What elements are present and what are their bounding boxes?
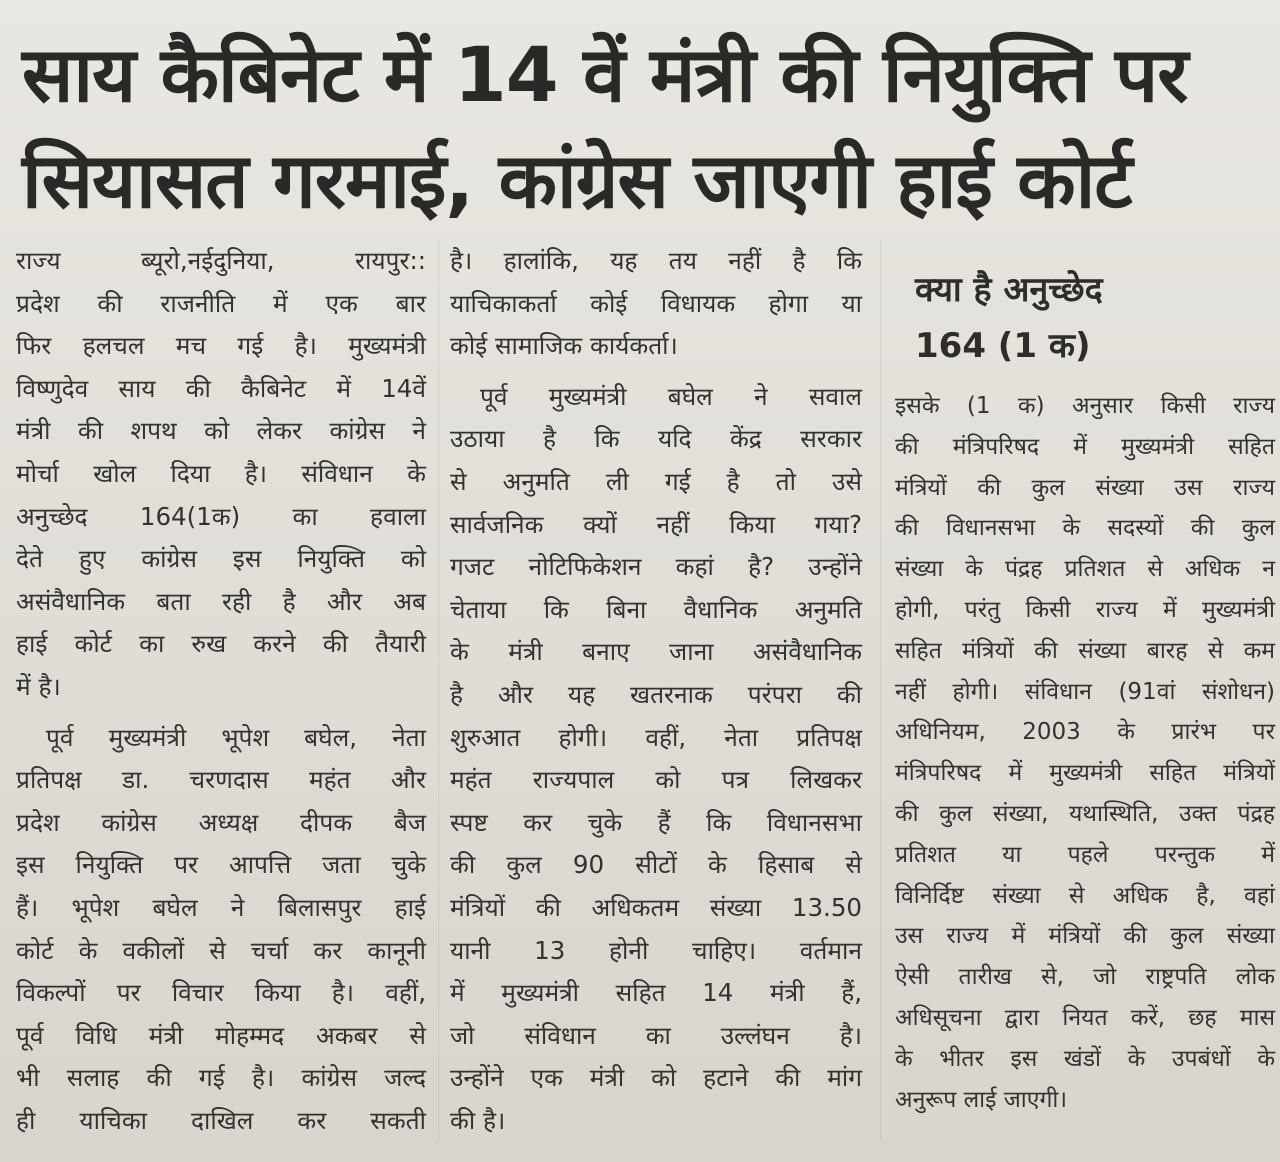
sidebar-body: [895, 386, 1275, 1120]
headline: [22, 22, 1262, 234]
text-line: उन्होंने एक मंत्री को हटाने की मांग: [450, 1063, 862, 1093]
text-line: गजट नोटिफिकेशन कहां है? उन्होंने: [450, 552, 862, 582]
text-line: विनिर्दिष्ट संख्या से अधिक है, वहां: [895, 882, 1275, 909]
headline-line-2: सियासत गरमाई, कांग्रेस जाएगी हाई कोर्ट: [22, 136, 1132, 225]
text-line: मोर्चा खोल दिया है। संविधान के: [16, 458, 426, 488]
text-line: असंवैधानिक बता रही है और अब: [16, 586, 426, 616]
text-line: में मुख्यमंत्री सहित 14 मंत्री हैं,: [450, 978, 862, 1008]
text-line: स्पष्ट कर चुके हैं कि विधानसभा: [450, 807, 862, 837]
text-line: महंत राज्यपाल को पत्र लिखकर: [450, 765, 862, 795]
text-line: हाई कोर्ट का रुख करने की तैयारी: [16, 629, 426, 659]
text-line: प्रदेश की राजनीति में एक बार: [16, 288, 426, 318]
text-line: सहित मंत्रियों की संख्या बारह से कम: [895, 637, 1275, 664]
headline-line-1: साय कैबिनेट में 14 वें मंत्री की नियुक्ति पर: [22, 30, 1188, 119]
text-line: की कुल संख्या, यथास्थिति, उक्त पंद्रह: [895, 800, 1275, 827]
text-line: अधिनियम, 2003 के प्रारंभ पर: [895, 719, 1275, 746]
text-line: जो संविधान का उल्लंघन है।: [450, 1020, 862, 1050]
text-line: प्रदेश कांग्रेस अध्यक्ष दीपक बैज: [16, 807, 426, 837]
text-line: मंत्रियों की अधिकतम संख्या 13.50: [450, 892, 862, 922]
text-line: के मंत्री बनाए जाना असंवैधानिक: [450, 637, 862, 667]
text-line: शुरुआत होगी। वहीं, नेता प्रतिपक्ष: [450, 722, 862, 752]
text-line: विकल्पों पर विचार किया है। वहीं,: [16, 978, 426, 1008]
text-line: संख्या के पंद्रह प्रतिशत से अधिक न: [895, 556, 1275, 583]
text-line: है और यह खतरनाक परंपरा की: [450, 679, 862, 709]
text-line: मंत्रिपरिषद में मुख्यमंत्री सहित मंत्रियों: [895, 760, 1275, 787]
text-line: की है।: [450, 1105, 506, 1135]
text-line: ही याचिका दाखिल कर सकती: [16, 1105, 426, 1135]
text-line: प्रतिपक्ष डा. चरणदास महंत और: [16, 765, 426, 795]
text-line: पूर्व मुख्यमंत्री बघेल ने सवाल: [480, 381, 862, 411]
text-line: सार्वजनिक क्यों नहीं किया गया?: [450, 509, 862, 539]
column-2-paragraph-2: [450, 376, 862, 1143]
text-line: फिर हलचल मच गई है। मुख्यमंत्री: [16, 331, 426, 361]
column-1-paragraph-2: [16, 717, 426, 1143]
text-line: मंत्रियों की कुल संख्या उस राज्य: [895, 474, 1275, 501]
text-line: पूर्व मुख्यमंत्री भूपेश बघेल, नेता: [46, 722, 426, 752]
text-line: प्रतिशत या पहले परन्तुक में: [895, 841, 1275, 868]
text-line: उस राज्य में मंत्रियों की कुल संख्या: [895, 923, 1275, 950]
sidebar-column: [895, 386, 1275, 1120]
text-line: चेताया कि बिना वैधानिक अनुमति: [450, 594, 862, 624]
text-line: की कुल 90 सीटों के हिसाब से: [450, 850, 862, 880]
sidebar-subheading-line-2: 164 (1 क): [915, 326, 1091, 366]
column-1-paragraph-1: [16, 240, 426, 709]
text-line: पूर्व विधि मंत्री मोहम्मद अकबर से: [16, 1020, 426, 1050]
article-column-1: [16, 240, 426, 1142]
text-line: याचिकाकर्ता कोई विधायक होगा या: [450, 288, 862, 318]
text-line: होगी, परंतु किसी राज्य में मुख्यमंत्री: [895, 596, 1275, 623]
text-line: मंत्री की शपथ को लेकर कांग्रेस ने: [16, 416, 426, 446]
text-line: हैं। भूपेश बघेल ने बिलासपुर हाई: [16, 892, 426, 922]
text-line: राज्य ब्यूरो,नईदुनिया, रायपुर::: [16, 246, 426, 275]
column-divider-2: [880, 240, 881, 1140]
sidebar-subheading: [915, 262, 1245, 374]
text-line: कोई सामाजिक कार्यकर्ता।: [450, 331, 678, 361]
text-line: के भीतर इस खंडों के उपबंधों के: [895, 1045, 1275, 1072]
text-line: ऐसी तारीख से, जो राष्ट्रपति लोक: [895, 964, 1275, 991]
column-2-paragraph-1: [450, 240, 862, 368]
article-column-2: [450, 240, 862, 1142]
text-line: नहीं होगी। संविधान (91वां संशोधन): [895, 678, 1275, 705]
sidebar-subheading-line-1: क्या है अनुच्छेद: [915, 270, 1103, 310]
text-line: यानी 13 होनी चाहिए। वर्तमान: [450, 935, 862, 965]
text-line: की विधानसभा के सदस्यों की कुल: [895, 515, 1275, 542]
text-line: विष्णुदेव साय की कैबिनेट में 14वें: [16, 373, 426, 403]
text-line: उठाया है कि यदि केंद्र सरकार: [450, 424, 862, 454]
text-line: देते हुए कांग्रेस इस नियुक्ति को: [16, 544, 426, 574]
text-line: अधिसूचना द्वारा नियत करें, छह मास: [895, 1004, 1275, 1031]
text-line: भी सलाह की गई है। कांग्रेस जल्द: [16, 1063, 426, 1093]
text-line: इस नियुक्ति पर आपत्ति जता चुके: [16, 850, 426, 880]
text-line: कोर्ट के वकीलों से चर्चा कर कानूनी: [16, 935, 426, 965]
column-divider-1: [438, 240, 439, 1140]
text-line: इसके (1 क) अनुसार किसी राज्य: [895, 393, 1275, 419]
text-line: अनुच्छेद 164(1क) का हवाला: [16, 501, 426, 531]
text-line: अनुरूप लाई जाएगी।: [895, 1086, 1068, 1113]
text-line: है। हालांकि, यह तय नहीं है कि: [450, 246, 862, 275]
text-line: की मंत्रिपरिषद में मुख्यमंत्री सहित: [895, 433, 1275, 460]
text-line: में है।: [16, 671, 61, 701]
text-line: से अनुमति ली गई है तो उसे: [450, 466, 862, 496]
